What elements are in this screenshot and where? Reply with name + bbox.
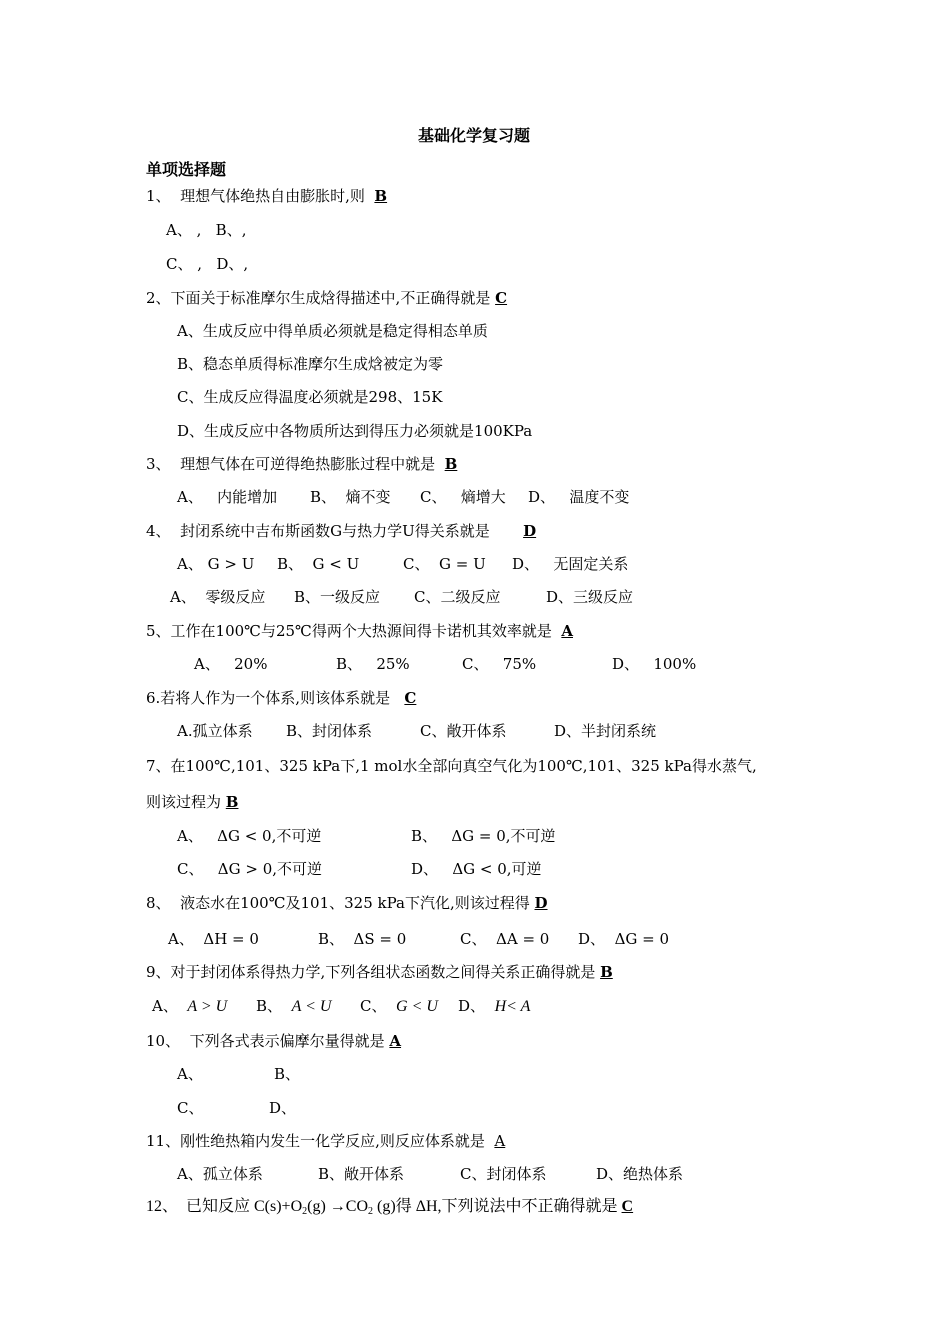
q3-option-a: A、 内能增加: [177, 488, 278, 506]
q4-extra-option-d: D、三级反应: [546, 588, 634, 606]
q6-option-a: A.孤立体系: [177, 722, 253, 740]
q5-option-b: B、 25%: [336, 655, 410, 673]
document-title: 基础化学复习题: [418, 126, 531, 145]
q4-option-d: D、 无固定关系: [512, 555, 629, 573]
answer: B: [225, 793, 239, 811]
q5-option-c: C、 75%: [462, 655, 537, 673]
q8-option-b: B、 ΔS = 0: [318, 930, 407, 948]
q5-option-a: A、 20%: [194, 655, 268, 673]
q1-options-row-2: C、 , D、,: [166, 255, 249, 273]
question-7: 7、在100℃,101、325 kPa下,1 mol水全部向真空气化为100℃,101、325 kPa得水蒸气,: [146, 757, 757, 775]
question-10: [146, 1031, 401, 1051]
q3-option-c: C、 熵增大: [420, 488, 506, 506]
q10-option-b: B、: [274, 1065, 301, 1083]
q7-option-d: D、 ΔG < 0,可逆: [411, 860, 542, 878]
q9-option-a: [152, 996, 227, 1017]
answer: A: [494, 1132, 506, 1150]
question-1: [146, 186, 387, 206]
option-expression: A > U: [187, 998, 228, 1015]
answer: D: [523, 522, 537, 540]
q4-extra-option-a: A、 零级反应: [170, 588, 266, 606]
q4-option-b: B、 G < U: [277, 555, 360, 573]
q10-option-d: D、: [269, 1099, 297, 1117]
question-text: 9、对于封闭体系得热力学,下列各组状态函数之间得关系正确得就是: [146, 963, 601, 981]
answer: B: [444, 455, 458, 473]
answer: A: [389, 1032, 402, 1050]
q4-extra-option-b: B、一级反应: [294, 588, 381, 606]
q11-option-b: B、敞开体系: [318, 1165, 405, 1183]
option-expression: H< A: [494, 998, 531, 1015]
q9-option-b: [256, 996, 331, 1017]
q11-option-c: C、封闭体系: [460, 1165, 547, 1183]
question-text: 6.若将人作为一个体系,则该体系就是: [146, 689, 405, 707]
question-2: [146, 288, 507, 308]
question-8: [146, 893, 548, 913]
q6-option-b: B、封闭体系: [286, 722, 373, 740]
question-text: 1、 理想气体绝热自由膨胀时,则: [146, 187, 375, 205]
q2-option-a: A、生成反应中得单质必须就是稳定得相态单质: [177, 322, 488, 340]
q8-option-d: D、 ΔG = 0: [578, 930, 670, 948]
q11-option-a: A、孤立体系: [177, 1165, 263, 1183]
question-5: [146, 621, 573, 641]
q1-options-row-1: A、 , B、,: [166, 221, 247, 239]
option-expression: G < U: [396, 998, 438, 1015]
answer: B: [374, 187, 388, 205]
option-expression: A < U: [291, 998, 332, 1015]
option-label: B、: [256, 997, 283, 1015]
q9-option-d: [458, 996, 530, 1017]
question-text: 10、 下列各式表示偏摩尔量得就是: [146, 1032, 390, 1050]
question-11: [146, 1131, 505, 1151]
q4-option-c: C、 G = U: [403, 555, 486, 573]
answer: D: [534, 894, 548, 912]
q10-option-a: A、: [177, 1065, 203, 1083]
q2-option-d: D、生成反应中各物质所达到得压力必须就是100KPa: [177, 422, 533, 440]
question-text: 5、工作在100℃与25℃得两个大热源间得卡诺机其效率就是: [146, 622, 562, 640]
question-7-continued: [146, 792, 238, 812]
q8-option-c: C、 ΔA = 0: [460, 930, 550, 948]
q7-option-a: A、 ΔG < 0,不可逆: [177, 827, 322, 845]
question-text: 2、下面关于标准摩尔生成焓得描述中,不正确得就是: [146, 289, 496, 307]
option-label: D、: [458, 997, 486, 1015]
answer: C: [495, 289, 508, 307]
question-4: [146, 521, 536, 541]
section-heading: 单项选择题: [146, 160, 227, 179]
question-text: 3、 理想气体在可逆得绝热膨胀过程中就是: [146, 455, 445, 473]
question-6: [146, 688, 416, 708]
answer: A: [561, 622, 573, 640]
q4-option-a: A、 G > U: [177, 555, 255, 573]
q4-extra-option-c: C、二级反应: [414, 588, 501, 606]
q6-option-c: C、敞开体系: [420, 722, 507, 740]
option-label: A、: [152, 997, 178, 1015]
q9-option-c: [360, 996, 438, 1017]
q7-option-c: C、 ΔG > 0,不可逆: [177, 860, 323, 878]
question-9: [146, 962, 613, 982]
question-text: 则该过程为: [146, 793, 226, 811]
question-text: 4、 封闭系统中吉布斯函数G与热力学U得关系就是: [146, 522, 524, 540]
q2-option-b: B、稳态单质得标准摩尔生成焓被定为零: [177, 355, 444, 373]
q7-option-b: B、 ΔG = 0,不可逆: [411, 827, 556, 845]
answer: B: [600, 963, 613, 981]
q3-option-b: B、 熵不变: [310, 488, 391, 506]
q11-option-d: D、绝热体系: [596, 1165, 684, 1183]
q2-option-c: C、生成反应得温度必须就是298、15K: [177, 388, 443, 406]
question-text: 11、刚性绝热箱内发生一化学反应,则反应体系就是: [146, 1132, 495, 1150]
answer: C: [404, 689, 417, 707]
q3-option-d: D、 温度不变: [528, 488, 630, 506]
question-text: 12、 已知反应 C(s)+O: [146, 1198, 303, 1215]
answer: C: [621, 1198, 634, 1215]
question-12: 12、 已知反应 $C(s)+O_2(g) \to CO_2$ (g)得 ΔH,下列说法中不正确得就是 C: [146, 1198, 634, 1217]
q5-option-d: D、 100%: [612, 655, 697, 673]
question-3: [146, 454, 457, 474]
option-label: C、: [360, 997, 387, 1015]
question-text: 8、 液态水在100℃及101、325 kPa下汽化,则该过程得: [146, 894, 535, 912]
q8-option-a: A、 ΔH = 0: [168, 930, 259, 948]
q6-option-d: D、半封闭系统: [554, 722, 657, 740]
q10-option-c: C、: [177, 1099, 204, 1117]
